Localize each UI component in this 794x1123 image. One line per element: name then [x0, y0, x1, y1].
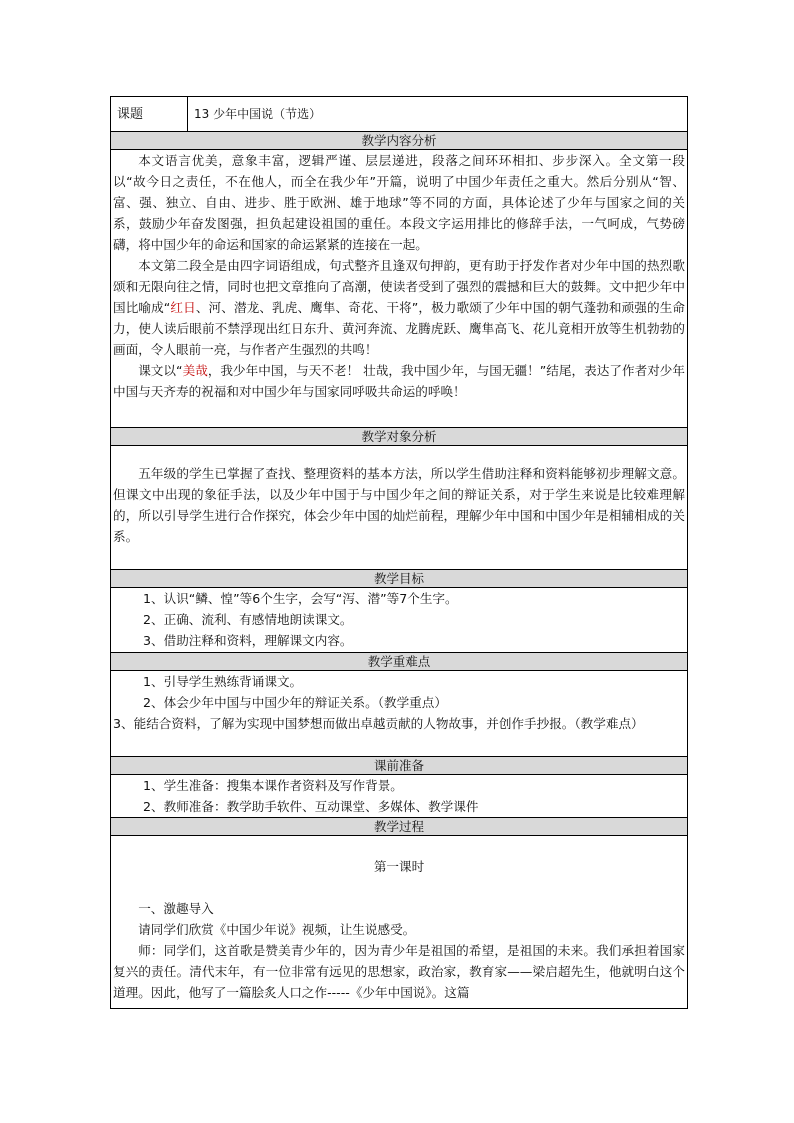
process-body — [111, 836, 687, 1009]
goal-item: 1、认识“鳞、惶”等6个生字，会写“泻、潜”等7个生字。 — [143, 591, 458, 606]
goal-item: 3、借助注释和资料，理解课文内容。 — [143, 633, 353, 648]
student-analysis-body — [111, 446, 687, 570]
key-point-item: 1、引导学生熟练背诵课文。 — [143, 674, 303, 689]
content-analysis-body — [111, 150, 687, 428]
content-paragraph-3 — [113, 360, 685, 402]
process-step-heading: 一、激趣导入 — [138, 901, 214, 916]
text-span: 本文第二段全是由四字词语组成，句式整齐且逢双句押韵，更有助于抒发作者对少年中国的热烈歌颂和无限向往之情，同时也把文章推向了高潮，使读者受到了强烈的震撼和巨大的鼓舞。文中把少年中国比喻成“ — [113, 258, 685, 315]
section-header-student-analysis: 教学对象分析 — [111, 428, 687, 446]
text-span: ，我少年中国，与天不老！ 壮哉，我中国少年，与国无疆！”结尾，表达了作者对少年中国与天齐寿的祝福和对中国少年与国家同呼吸共命运的呼唤！ — [113, 363, 686, 399]
goal-item: 2、正确、流利、有感情地朗读课文。 — [143, 612, 353, 627]
key-points-body — [111, 671, 687, 757]
process-paragraph: 请同学们欣赏《中国少年说》视频，让生说感受。 — [138, 922, 416, 937]
spacer — [113, 877, 685, 898]
content-paragraph-2 — [113, 255, 685, 360]
highlight-span: 红日 — [170, 300, 196, 315]
goals-body — [111, 588, 687, 653]
preparation-item: 2、教师准备：教学助手软件、互动课堂、多媒体、教学课件 — [143, 799, 479, 814]
lesson-plan-table — [110, 96, 688, 1009]
topic-label: 课题 — [111, 97, 188, 131]
preparation-body — [111, 775, 687, 818]
text-span: 、河、潜龙、乳虎、鹰隼、奇花、干将”，极力歌颂了少年中国的朝气蓬勃和顽强的生命力，使人读后眼前不禁浮现出红日东升、黄河奔流、龙腾虎跃、鹰隼高飞、花儿竟相开放等生机勃勃的画面，令人眼前一亮，与作者产生强烈的共鸣！ — [113, 300, 685, 357]
section-header-process: 教学过程 — [111, 818, 687, 836]
text-span: 课文以“ — [138, 363, 183, 378]
section-header-goals: 教学目标 — [111, 570, 687, 588]
section-header-content-analysis: 教学内容分析 — [111, 132, 687, 150]
section-header-preparation: 课前准备 — [111, 757, 687, 775]
section-header-key-points: 教学重难点 — [111, 653, 687, 671]
preparation-item: 1、学生准备：搜集本课作者资料及写作背景。 — [143, 778, 403, 793]
content-paragraph-1: 本文语言优美，意象丰富，逻辑严谨、层层递进，段落之间环环相扣、步步深入。全文第一段以“故今日之责任，不在他人，而全在我少年”开篇，说明了中国少年责任之重大。然后分别从“智、富、强、独立、自由、进步、胜于欧洲、雄于地球”等不同的方面，具体论述了少年与国家之间的关系，鼓励少年奋发图强，担负起建设祖国的重任。本段文字运用排比的修辞手法，一气呵成，气势磅礴，将中国少年的命运和国家的命运紧紧的连接在一起。 — [113, 153, 685, 252]
period-title: 第一课时 — [373, 859, 425, 874]
process-paragraph: 师：同学们，这首歌是赞美青少年的，因为青少年是祖国的希望，是祖国的未来。我们承担着国家复兴的责任。清代末年，有一位非常有远见的思想家，政治家，教育家——梁启超先生，他就明白这个道理。因此，他写了一篇脍炙人口之作-----《少年中国说》。这篇 — [113, 943, 685, 1000]
topic-value: 13 少年中国说（节选） — [194, 107, 322, 121]
key-point-item: 2、体会少年中国与中国少年的辩证关系。（教学重点） — [143, 695, 447, 710]
student-paragraph: 五年级的学生已掌握了查找、整理资料的基本方法，所以学生借助注释和资料能够初步理解文意。但课文中出现的象征手法，以及少年中国于与中国少年之间的辩证关系，对于学生来说是比较难理解的，所以引导学生进行合作探究，体会少年中国的灿烂前程，理解少年中国和中国少年是相辅相成的关系。 — [113, 466, 685, 544]
topic-row — [111, 97, 687, 132]
highlight-span: 美哉 — [182, 363, 208, 378]
key-point-item: 3、能结合资料，了解为实现中国梦想而做出卓越贡献的人物故事，并创作手抄报。（教学难点） — [113, 716, 644, 731]
